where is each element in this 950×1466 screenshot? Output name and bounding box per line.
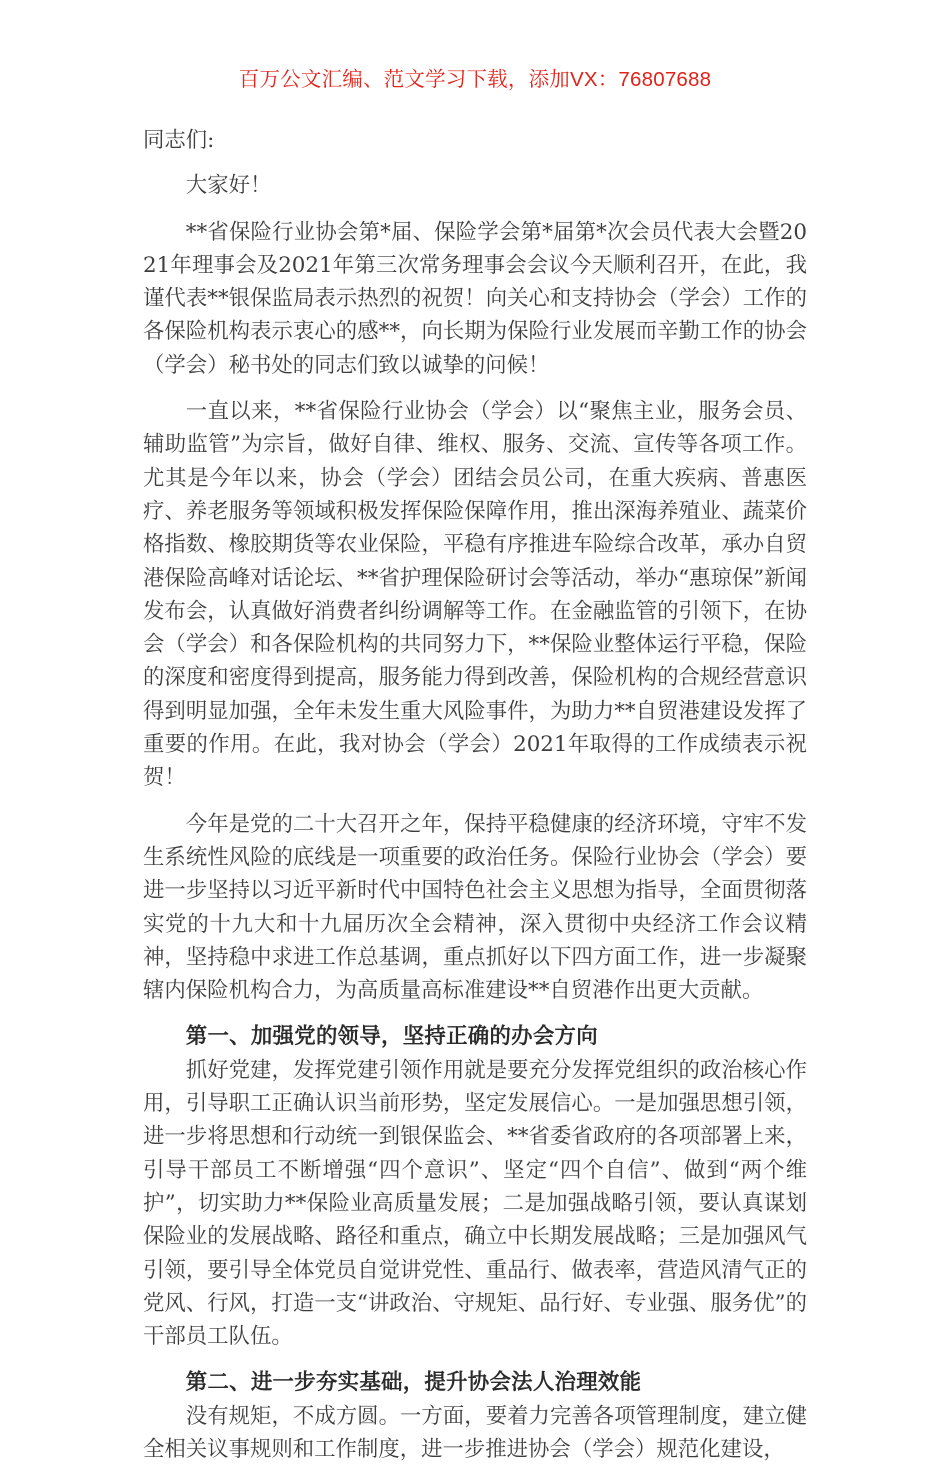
promotional-banner: 百万公文汇编、范文学习下载，添加VX：76807688 — [238, 68, 712, 91]
section-heading-two: 第二、进一步夯实基础，提升协会法人治理效能 — [185, 1370, 642, 1396]
document-body — [143, 124, 807, 1466]
paragraph-governance: 没有规矩，不成方圆。一方面，要着力完善各项管理制度，建立健全相关议事规则和工作制度，进一步推进协会（学会）规范化建设， — [143, 1403, 807, 1462]
salutation: 同志们: — [143, 128, 215, 153]
paragraph-association-review: 一直以来，**省保险行业协会（学会）以“聚焦主业，服务会员、辅助监管”为宗旨，做好自律、维权、服务、交流、宣传等各项工作。尤其是今年以来，协会（学会）团结会员公司，在重大疾病、普惠医疗、养老服务等领域积极发挥保险保障作用，推出深海养殖业、蔬菜价格指数、橡胶期货等农业保险，平稳有序推进车险综合改革，承办自贸港保险高峰对话论坛、**省护理保险研讨会等活动，举办“惠琼保”新闻发布会，认真做好消费者纠纷调解等工作。在金融监管的引领下，在协会（学会）和各保险机构的共同努力下，**保险业整体运行平稳，保险的深度和密度得到提高，服务能力得到改善，保险机构的合规经营意识得到明显加强，全年未发生重大风险事件，为助力**自贸港建设发挥了重要的作用。在此，我对协会（学会）2021年取得的工作成绩表示祝贺！ — [143, 399, 807, 791]
greeting: 大家好！ — [185, 173, 272, 199]
paragraph-party-leadership: 抓好党建，发挥党建引领作用就是要充分发挥党组织的政治核心作用，引导职工正确认识当前形势，坚定发展信心。一是加强思想引领，进一步将思想和行动统一到银保监会、**省委省政府的各项部署上来，引导干部员工不断增强“四个意识”、坚定“四个自信”、做到“两个维护”，切实助力**保险业高质量发展；二是加强战略引领，要认真谋划保险业的发展战略、路径和重点，确立中长期发展战略；三是加强风气引领，要引导全体党员自觉讲党性、重品行、做表率，营造风清气正的党风、行风，打造一支“讲政治、守规矩、品行好、专业强、服务优”的干部员工队伍。 — [143, 1057, 807, 1350]
paragraph-annual-tasks: 今年是党的二十大召开之年，保持平稳健康的经济环境，守牢不发生系统性风险的底线是一项重要的政治任务。保险行业协会（学会）要进一步坚持以习近平新时代中国特色社会主义思想为指导，全面贯彻落实党的十九大和十九届历次全会精神，深入贯彻中央经济工作会议精神，坚持稳中求进工作总基调，重点抓好以下四方面工作，进一步凝聚辖内保险机构合力，为高质量高标准建设**自贸港作出更大贡献。 — [143, 811, 807, 1004]
paragraph-opening: **省保险行业协会第*届、保险学会第*届第*次会员代表大会暨2021年理事会及2021年第三次常务理事会会议今天顺利召开，在此，我谨代表**银保监局表示热烈的祝贺！向关心和支持协会（学会）工作的各保险机构表示衷心的感**，向长期为保险行业发展而辛勤工作的协会（学会）秘书处的同志们致以诚挚的问候！ — [143, 219, 807, 378]
section-heading-one: 第一、加强党的领导，坚持正确的办会方向 — [185, 1024, 598, 1050]
